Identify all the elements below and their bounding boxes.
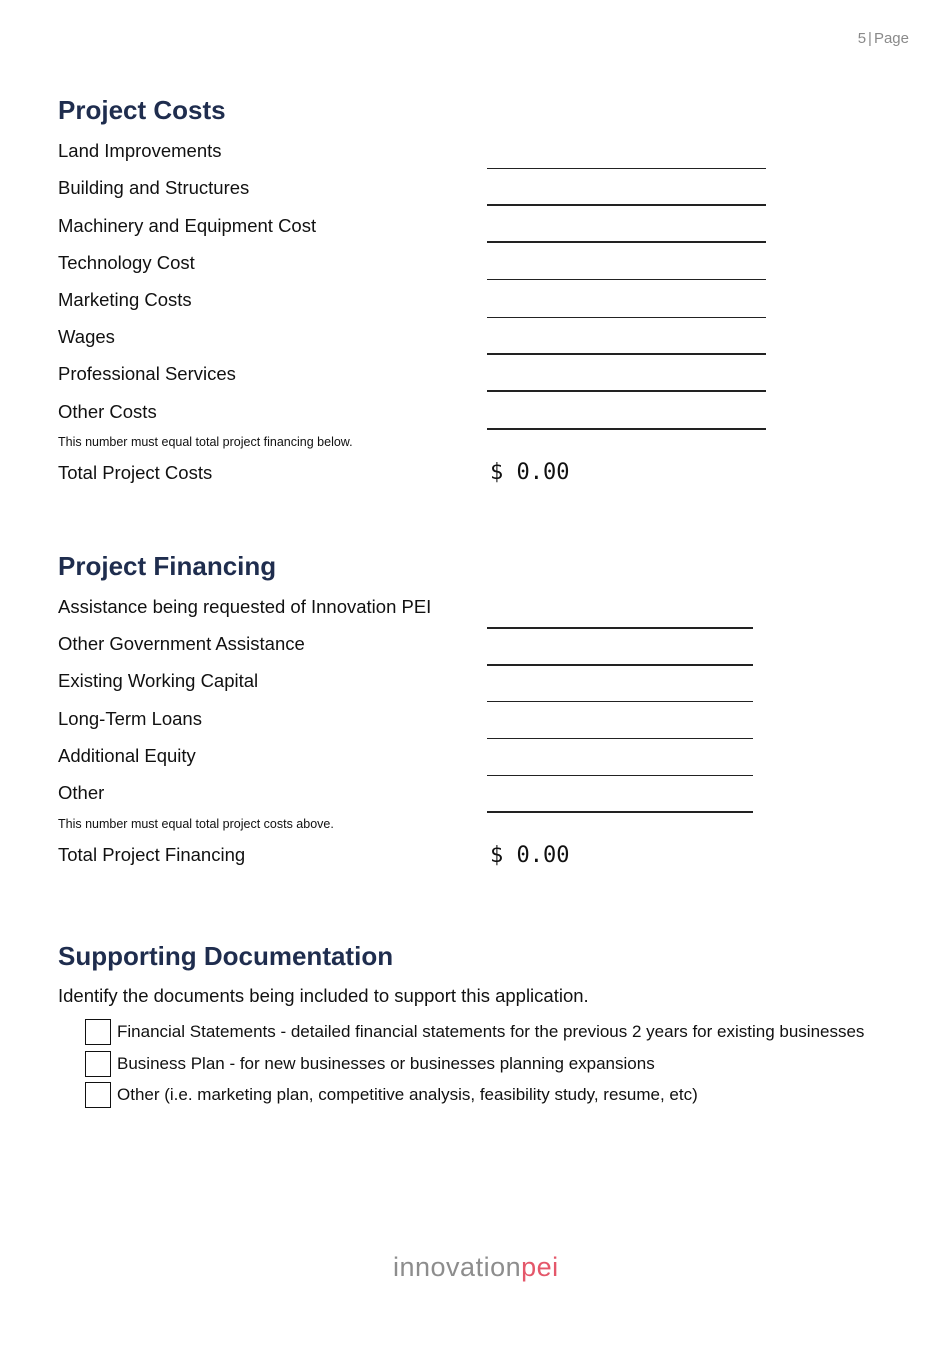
project-financing-heading: Project Financing <box>58 551 277 581</box>
wages-label: Wages <box>58 326 115 347</box>
other-financing-field[interactable] <box>487 811 753 813</box>
professional-services-label: Professional Services <box>58 363 236 384</box>
total-project-costs-value: $ 0.00 <box>490 460 570 485</box>
total-project-financing-label: Total Project Financing <box>58 844 246 865</box>
other-costs-field[interactable] <box>487 428 766 430</box>
wages-field[interactable] <box>487 353 766 355</box>
project-costs-heading: Project Costs <box>58 95 226 125</box>
other-documents-checkbox[interactable] <box>85 1082 111 1108</box>
business-plan-option[interactable] <box>85 1050 655 1078</box>
financial-statements-checkbox[interactable] <box>85 1019 111 1045</box>
technology-cost-label: Technology Cost <box>58 252 195 273</box>
marketing-costs-label: Marketing Costs <box>58 289 192 310</box>
professional-services-field[interactable] <box>487 390 766 392</box>
logo-part-pei: pei <box>521 1252 559 1282</box>
financing-note: This number must equal total project costs above. <box>58 817 334 831</box>
other-financing-label: Other <box>58 782 105 803</box>
land-improvements-label: Land Improvements <box>58 140 222 161</box>
other-costs-label: Other Costs <box>58 401 157 422</box>
page-number: 5 | Page <box>857 30 909 47</box>
total-project-financing-value: $ 0.00 <box>490 843 570 868</box>
costs-note: This number must equal total project financing below. <box>58 435 353 449</box>
innovation-pei-logo <box>393 1252 559 1283</box>
long-term-loans-field[interactable] <box>487 738 753 739</box>
existing-working-capital-label: Existing Working Capital <box>58 670 259 691</box>
existing-working-capital-field[interactable] <box>487 701 753 702</box>
financial-statements-option[interactable] <box>85 1018 864 1046</box>
technology-cost-field[interactable] <box>487 279 766 280</box>
other-government-assistance-label: Other Government Assistance <box>58 633 305 654</box>
business-plan-text: Business Plan - for new businesses or businesses planning expansions <box>117 1054 655 1073</box>
long-term-loans-label: Long-Term Loans <box>58 708 202 729</box>
building-structures-label: Building and Structures <box>58 177 250 198</box>
other-documents-option[interactable] <box>85 1081 698 1109</box>
financial-statements-text: Financial Statements - detailed financial statements for the previous 2 years for existing businesses <box>117 1022 865 1041</box>
additional-equity-field[interactable] <box>487 775 753 776</box>
innovation-pei-assistance-field[interactable] <box>487 627 753 629</box>
machinery-equipment-field[interactable] <box>487 241 766 243</box>
marketing-costs-field[interactable] <box>487 317 766 318</box>
documentation-intro: Identify the documents being included to support this application. <box>58 985 589 1006</box>
logo-part-innovation: innovation <box>393 1252 522 1282</box>
total-project-costs-label: Total Project Costs <box>58 462 213 483</box>
additional-equity-label: Additional Equity <box>58 745 196 766</box>
machinery-equipment-label: Machinery and Equipment Cost <box>58 215 317 236</box>
business-plan-checkbox[interactable] <box>85 1051 111 1077</box>
supporting-documentation-heading: Supporting Documentation <box>58 941 394 971</box>
other-documents-text: Other (i.e. marketing plan, competitive analysis, feasibility study, resume, etc) <box>117 1085 698 1104</box>
innovation-pei-assistance-label: Assistance being requested of Innovation PEI <box>58 596 432 617</box>
land-improvements-field[interactable] <box>487 168 766 169</box>
building-structures-field[interactable] <box>487 204 766 206</box>
other-government-assistance-field[interactable] <box>487 664 753 666</box>
